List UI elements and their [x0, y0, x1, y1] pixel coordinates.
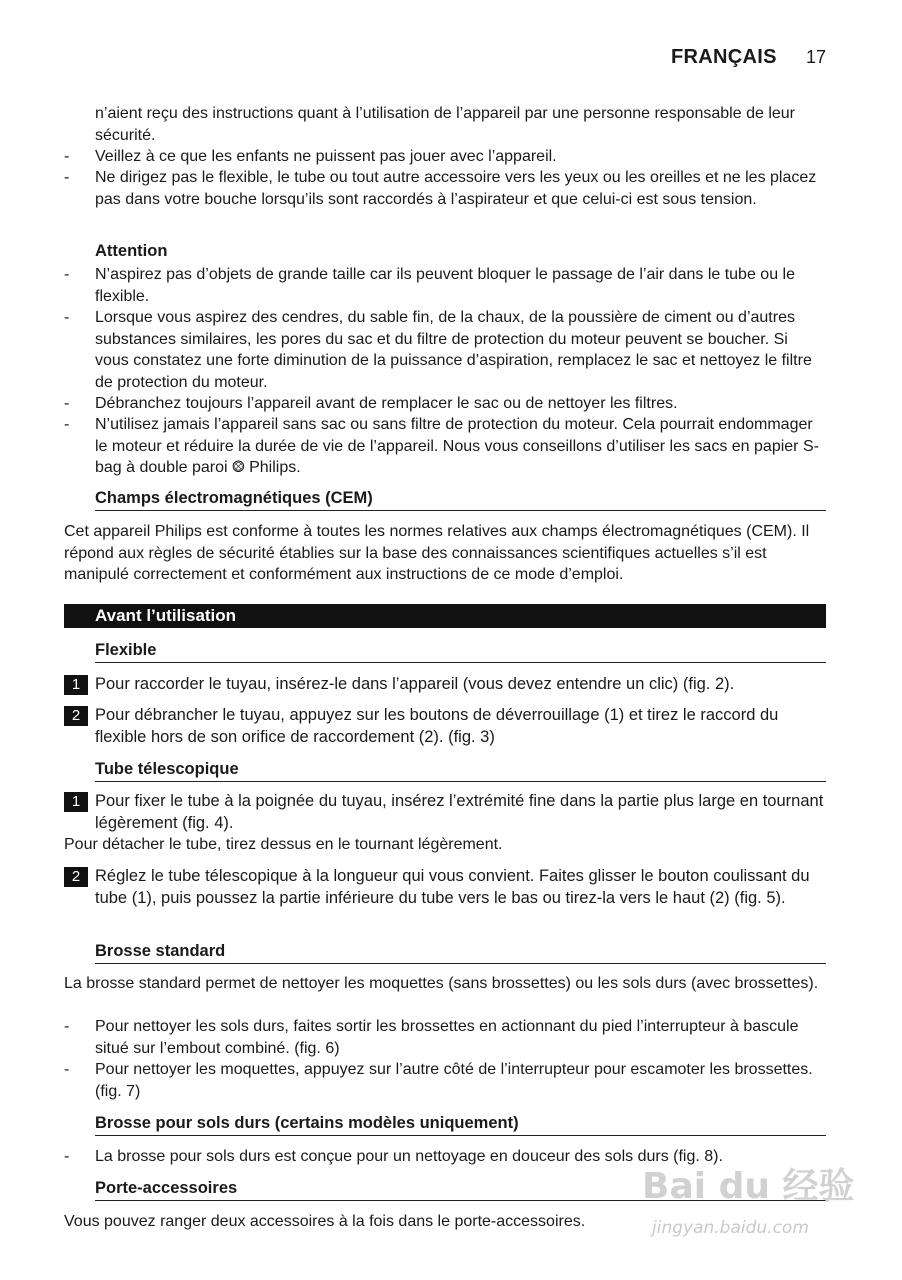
list-item: La brosse pour sols durs est conçue pour un nettoyage en douceur des sols durs (fig. 8).: [95, 1148, 723, 1165]
bullet-dash: -: [64, 395, 70, 412]
step-text: Pour raccorder le tuyau, insérez-le dans l’appareil (vous devez entendre un clic) (fig. 2).: [95, 675, 735, 693]
list-item: N’utilisez jamais l’appareil sans sac ou sans filtre de protection du moteur. Cela pourrait endommager le moteur et réduire la durée de vie de l’appareil. Nous vous conseillons d’utiliser les sacs en papier S-bag à double paroi ⨷ Philips.: [95, 416, 819, 476]
accessory-holder-paragraph: Vous pouvez ranger deux accessoires à la fois dans le porte-accessoires.: [64, 1213, 586, 1230]
attention-title: Attention: [95, 242, 168, 260]
emf-heading: Champs électromagnétiques (CEM): [95, 488, 826, 511]
bullet-dash: -: [64, 1018, 70, 1035]
step-number: 1: [64, 675, 88, 695]
section-bar-before-use: [64, 604, 826, 628]
tube-note: Pour détacher le tube, tirez dessus en le tournant légèrement.: [64, 836, 503, 853]
intro-continuation: n’aient reçu des instructions quant à l’utilisation de l’appareil par une personne responsable de leur sécurité.: [95, 105, 795, 144]
list-item: Veillez à ce que les enfants ne puissent pas jouer avec l’appareil.: [95, 148, 557, 165]
step-text: Pour débrancher le tuyau, appuyez sur les boutons de déverrouillage (1) et tirez le raccord du flexible hors de son orifice de raccordement (2). (fig. 3): [95, 706, 779, 746]
list-item: N’aspirez pas d’objets de grande taille car ils peuvent bloquer le passage de l’air dans le tube ou le flexible.: [95, 266, 795, 305]
step-number: 1: [64, 792, 88, 812]
bullet-dash: -: [64, 169, 70, 186]
header-language: FRANÇAIS: [671, 46, 777, 68]
emf-paragraph: Cet appareil Philips est conforme à toutes les normes relatives aux champs électromagnétiques (CEM). Il répond aux règles de sécurité établies sur la base des connaissances scientifiques actuelles s’il est manipulé correctement et conformément aux instructions de ce mode d’emploi.: [64, 523, 810, 583]
step-text: Réglez le tube télescopique à la longueur qui vous convient. Faites glisser le bouton coulissant du tube (1), puis poussez la partie inférieure du tube vers le bas ou tirez-la vers le haut (2) (fig. 5).: [95, 867, 810, 907]
bullet-dash: -: [64, 1061, 70, 1078]
watermark-logo: Bai du 经验: [642, 1166, 855, 1207]
list-item: Pour nettoyer les moquettes, appuyez sur l’autre côté de l’interrupteur pour escamoter les brossettes. (fig. 7): [95, 1061, 813, 1100]
page-number: 17: [806, 47, 827, 67]
flexible-heading: Flexible: [95, 640, 826, 663]
bullet-dash: -: [64, 309, 70, 326]
brush-intro: La brosse standard permet de nettoyer les moquettes (sans brossettes) ou les sols durs (avec brossettes).: [64, 975, 819, 992]
step-number: 2: [64, 706, 88, 726]
bullet-dash: -: [64, 266, 70, 283]
list-item: Lorsque vous aspirez des cendres, du sable fin, de la chaux, de la poussière de ciment ou d’autres substances similaires, les pores du sac et du filtre de protection du moteur peuvent se boucher. Si vous constatez une forte diminution de la puissance d’aspiration, remplacez le sac et nettoyez le filtre de protection du moteur.: [95, 309, 812, 391]
bullet-dash: -: [64, 1148, 70, 1165]
brush-heading: Brosse standard: [95, 941, 826, 964]
list-item: Pour nettoyer les sols durs, faites sortir les brossettes en actionnant du pied l’interrupteur à bascule situé sur l’embout combiné. (fig. 6): [95, 1018, 799, 1057]
section-title: Avant l’utilisation: [95, 606, 237, 625]
tube-heading: Tube télescopique: [95, 759, 826, 782]
accessory-holder-heading: Porte-accessoires: [95, 1178, 826, 1201]
bullet-dash: -: [64, 148, 70, 165]
hard-floor-heading: Brosse pour sols durs (certains modèles uniquement): [95, 1113, 826, 1136]
list-item: Débranchez toujours l’appareil avant de remplacer le sac ou de nettoyer les filtres.: [95, 395, 678, 412]
bullet-dash: -: [64, 416, 70, 433]
step-number: 2: [64, 867, 88, 887]
step-text: Pour fixer le tube à la poignée du tuyau, insérez l’extrémité fine dans la partie plus large en tournant légèrement (fig. 4).: [95, 792, 824, 832]
list-item: Ne dirigez pas le flexible, le tube ou tout autre accessoire vers les yeux ou les oreilles et ne les placez pas dans votre bouche lorsqu’ils sont raccordés à l’aspirateur et que celui-ci est sous tension.: [95, 169, 817, 208]
watermark-url: jingyan.baidu.com: [652, 1218, 809, 1238]
